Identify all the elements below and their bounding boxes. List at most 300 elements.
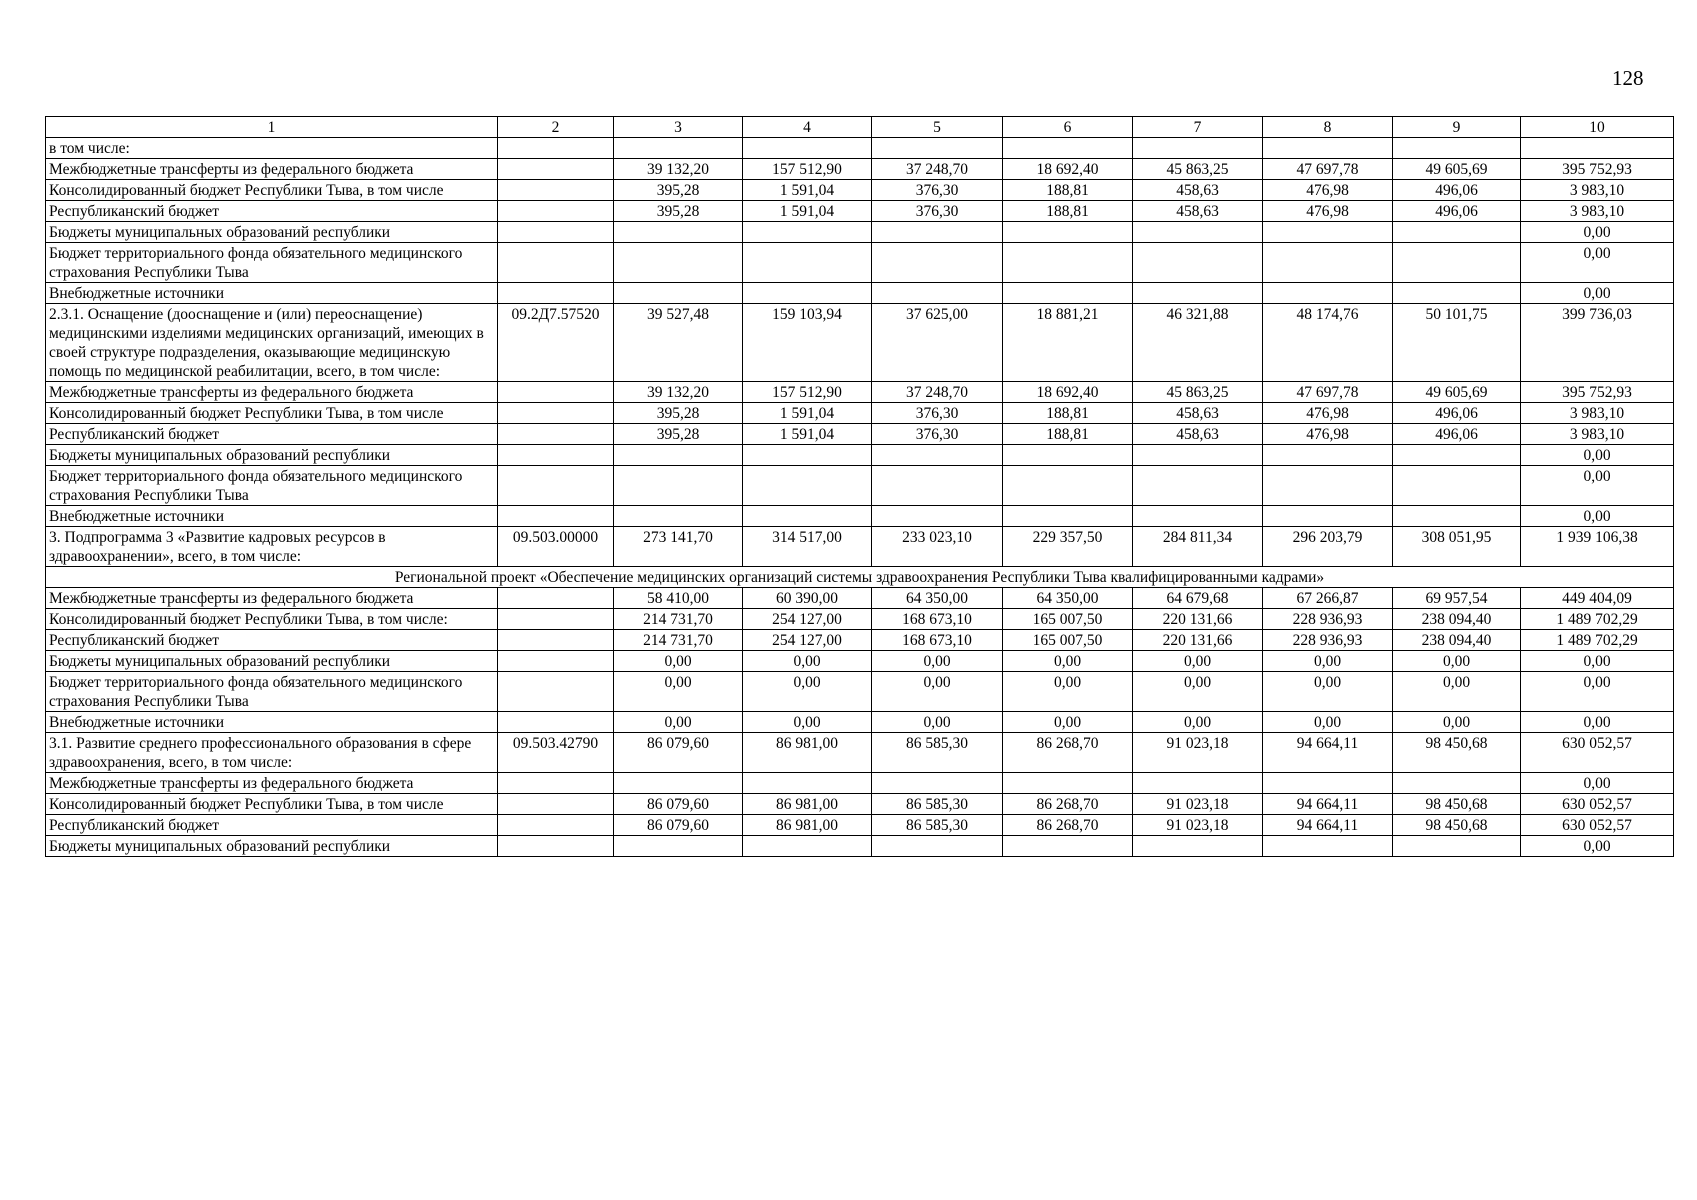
value-cell <box>1393 836 1521 857</box>
value-cell: 86 585,30 <box>872 815 1003 836</box>
row-label: Республиканский бюджет <box>46 424 498 445</box>
value-cell <box>1263 466 1393 506</box>
budget-code <box>498 445 614 466</box>
value-cell: 0,00 <box>1133 712 1263 733</box>
table-row <box>46 527 1674 567</box>
value-cell: 188,81 <box>1003 403 1133 424</box>
value-cell: 157 512,90 <box>743 382 872 403</box>
value-cell <box>1133 138 1263 159</box>
value-cell <box>743 445 872 466</box>
value-cell: 69 957,54 <box>1393 588 1521 609</box>
value-cell <box>1133 773 1263 794</box>
value-cell: 168 673,10 <box>872 630 1003 651</box>
budget-code <box>498 609 614 630</box>
value-cell: 476,98 <box>1263 201 1393 222</box>
value-cell: 395 752,93 <box>1521 382 1674 403</box>
row-label: Бюджеты муниципальных образований республики <box>46 222 498 243</box>
row-label: 2.3.1. Оснащение (дооснащение и (или) переоснащение) медицинскими изделиями медицинских организаций, имеющих в своей структуре подразделения, оказывающие медицинскую помощь по медицинской реабилитации, всего, в том числе: <box>46 304 498 382</box>
header-cell: 1 <box>46 117 498 138</box>
header-cell: 3 <box>614 117 743 138</box>
value-cell: 395 752,93 <box>1521 159 1674 180</box>
budget-code <box>498 159 614 180</box>
value-cell <box>1393 445 1521 466</box>
value-cell: 0,00 <box>1003 651 1133 672</box>
row-label: Внебюджетные источники <box>46 283 498 304</box>
value-cell: 0,00 <box>1263 672 1393 712</box>
value-cell: 228 936,93 <box>1263 609 1393 630</box>
value-cell: 0,00 <box>1521 445 1674 466</box>
table-row <box>46 733 1674 773</box>
value-cell <box>1263 138 1393 159</box>
budget-code <box>498 773 614 794</box>
value-cell: 0,00 <box>1521 283 1674 304</box>
value-cell: 86 981,00 <box>743 815 872 836</box>
budget-code <box>498 588 614 609</box>
value-cell: 0,00 <box>743 672 872 712</box>
value-cell: 376,30 <box>872 201 1003 222</box>
table-row <box>46 794 1674 815</box>
value-cell <box>1003 222 1133 243</box>
row-label: Консолидированный бюджет Республики Тыва, в том числе <box>46 794 498 815</box>
table-row <box>46 773 1674 794</box>
budget-code <box>498 836 614 857</box>
value-cell: 214 731,70 <box>614 630 743 651</box>
table-row <box>46 588 1674 609</box>
value-cell <box>1393 773 1521 794</box>
row-label: Бюджеты муниципальных образований республики <box>46 651 498 672</box>
value-cell <box>614 243 743 283</box>
value-cell: 0,00 <box>872 712 1003 733</box>
value-cell: 476,98 <box>1263 424 1393 445</box>
value-cell: 376,30 <box>872 424 1003 445</box>
budget-code: 09.2Д7.57520 <box>498 304 614 382</box>
table-row <box>46 283 1674 304</box>
table-row <box>46 712 1674 733</box>
value-cell <box>872 466 1003 506</box>
header-cell: 6 <box>1003 117 1133 138</box>
table-row <box>46 180 1674 201</box>
value-cell: 0,00 <box>1521 466 1674 506</box>
value-cell: 376,30 <box>872 180 1003 201</box>
row-label: Республиканский бюджет <box>46 630 498 651</box>
value-cell <box>743 506 872 527</box>
budget-code <box>498 651 614 672</box>
value-cell: 39 527,48 <box>614 304 743 382</box>
value-cell: 3 983,10 <box>1521 403 1674 424</box>
value-cell: 449 404,09 <box>1521 588 1674 609</box>
value-cell: 86 268,70 <box>1003 815 1133 836</box>
value-cell: 1 591,04 <box>743 424 872 445</box>
value-cell: 64 350,00 <box>872 588 1003 609</box>
value-cell <box>1393 243 1521 283</box>
value-cell: 86 079,60 <box>614 794 743 815</box>
value-cell: 94 664,11 <box>1263 733 1393 773</box>
value-cell: 0,00 <box>1521 836 1674 857</box>
value-cell: 1 489 702,29 <box>1521 630 1674 651</box>
value-cell <box>1263 836 1393 857</box>
value-cell <box>1133 506 1263 527</box>
budget-code <box>498 815 614 836</box>
budget-code <box>498 672 614 712</box>
value-cell <box>614 836 743 857</box>
value-cell <box>614 283 743 304</box>
value-cell: 1 591,04 <box>743 201 872 222</box>
value-cell: 630 052,57 <box>1521 794 1674 815</box>
budget-code <box>498 180 614 201</box>
table-row <box>46 138 1674 159</box>
budget-code: 09.503.00000 <box>498 527 614 567</box>
value-cell: 0,00 <box>743 712 872 733</box>
row-label: Межбюджетные трансферты из федерального бюджета <box>46 588 498 609</box>
table-row <box>46 506 1674 527</box>
value-cell: 0,00 <box>743 651 872 672</box>
value-cell: 37 625,00 <box>872 304 1003 382</box>
budget-code <box>498 712 614 733</box>
value-cell: 0,00 <box>1393 712 1521 733</box>
value-cell: 3 983,10 <box>1521 424 1674 445</box>
budget-code <box>498 243 614 283</box>
value-cell <box>1393 506 1521 527</box>
value-cell: 47 697,78 <box>1263 382 1393 403</box>
value-cell <box>1263 283 1393 304</box>
value-cell <box>1393 283 1521 304</box>
header-cell: 10 <box>1521 117 1674 138</box>
value-cell: 168 673,10 <box>872 609 1003 630</box>
row-label: Бюджеты муниципальных образований республики <box>46 836 498 857</box>
value-cell <box>1003 773 1133 794</box>
table-row <box>46 243 1674 283</box>
value-cell: 220 131,66 <box>1133 609 1263 630</box>
row-label: Бюджет территориального фонда обязательного медицинского страхования Республики Тыва <box>46 243 498 283</box>
value-cell <box>614 445 743 466</box>
budget-code <box>498 794 614 815</box>
row-label: Бюджеты муниципальных образований республики <box>46 445 498 466</box>
value-cell: 86 981,00 <box>743 794 872 815</box>
value-cell: 86 268,70 <box>1003 733 1133 773</box>
value-cell <box>872 773 1003 794</box>
value-cell <box>743 466 872 506</box>
value-cell: 47 697,78 <box>1263 159 1393 180</box>
value-cell: 254 127,00 <box>743 609 872 630</box>
row-label: 3.1. Развитие среднего профессионального образования в сфере здравоохранения, всего, в том числе: <box>46 733 498 773</box>
section-row <box>46 567 1674 588</box>
value-cell: 399 736,03 <box>1521 304 1674 382</box>
value-cell: 165 007,50 <box>1003 630 1133 651</box>
value-cell: 46 321,88 <box>1133 304 1263 382</box>
value-cell <box>1003 243 1133 283</box>
row-label: Республиканский бюджет <box>46 815 498 836</box>
value-cell: 458,63 <box>1133 403 1263 424</box>
value-cell: 58 410,00 <box>614 588 743 609</box>
budget-code <box>498 466 614 506</box>
value-cell <box>743 836 872 857</box>
budget-code <box>498 138 614 159</box>
row-label: 3. Подпрограмма 3 «Развитие кадровых ресурсов в здравоохранении», всего, в том числе: <box>46 527 498 567</box>
row-label: Внебюджетные источники <box>46 506 498 527</box>
table-row <box>46 672 1674 712</box>
value-cell: 0,00 <box>1521 651 1674 672</box>
value-cell: 94 664,11 <box>1263 815 1393 836</box>
table-row <box>46 403 1674 424</box>
value-cell <box>614 222 743 243</box>
value-cell: 296 203,79 <box>1263 527 1393 567</box>
budget-code <box>498 424 614 445</box>
value-cell <box>1133 222 1263 243</box>
value-cell: 0,00 <box>1393 651 1521 672</box>
header-cell: 7 <box>1133 117 1263 138</box>
value-cell: 233 023,10 <box>872 527 1003 567</box>
header-row <box>46 117 1674 138</box>
value-cell: 98 450,68 <box>1393 794 1521 815</box>
value-cell: 0,00 <box>1133 672 1263 712</box>
value-cell <box>1003 283 1133 304</box>
value-cell: 0,00 <box>614 672 743 712</box>
value-cell <box>1521 138 1674 159</box>
budget-code <box>498 382 614 403</box>
row-label: Внебюджетные источники <box>46 712 498 733</box>
value-cell <box>614 466 743 506</box>
value-cell <box>1133 445 1263 466</box>
value-cell <box>1263 222 1393 243</box>
header-cell: 9 <box>1393 117 1521 138</box>
value-cell: 376,30 <box>872 403 1003 424</box>
value-cell: 238 094,40 <box>1393 609 1521 630</box>
table-header <box>46 117 1674 138</box>
value-cell: 49 605,69 <box>1393 159 1521 180</box>
value-cell: 3 983,10 <box>1521 180 1674 201</box>
value-cell <box>1003 138 1133 159</box>
value-cell: 86 585,30 <box>872 794 1003 815</box>
value-cell: 64 350,00 <box>1003 588 1133 609</box>
value-cell <box>1393 466 1521 506</box>
budget-code: 09.503.42790 <box>498 733 614 773</box>
value-cell: 0,00 <box>1521 672 1674 712</box>
value-cell: 94 664,11 <box>1263 794 1393 815</box>
value-cell: 630 052,57 <box>1521 815 1674 836</box>
budget-code <box>498 403 614 424</box>
table-row <box>46 201 1674 222</box>
value-cell: 228 936,93 <box>1263 630 1393 651</box>
row-label: Межбюджетные трансферты из федерального бюджета <box>46 773 498 794</box>
value-cell: 86 079,60 <box>614 815 743 836</box>
row-label: Межбюджетные трансферты из федерального бюджета <box>46 159 498 180</box>
value-cell: 0,00 <box>1263 651 1393 672</box>
value-cell: 0,00 <box>1133 651 1263 672</box>
value-cell: 229 357,50 <box>1003 527 1133 567</box>
budget-code <box>498 630 614 651</box>
table-row <box>46 304 1674 382</box>
value-cell: 0,00 <box>1521 243 1674 283</box>
value-cell: 220 131,66 <box>1133 630 1263 651</box>
table-body <box>46 138 1674 857</box>
value-cell: 314 517,00 <box>743 527 872 567</box>
header-cell: 5 <box>872 117 1003 138</box>
value-cell: 37 248,70 <box>872 382 1003 403</box>
value-cell: 0,00 <box>1521 506 1674 527</box>
section-title: Региональной проект «Обеспечение медицинских организаций системы здравоохранения Республики Тыва квалифицированными кадрами» <box>46 567 1674 588</box>
row-label: Республиканский бюджет <box>46 201 498 222</box>
value-cell: 18 692,40 <box>1003 159 1133 180</box>
value-cell: 86 268,70 <box>1003 794 1133 815</box>
table-row <box>46 424 1674 445</box>
value-cell: 86 585,30 <box>872 733 1003 773</box>
value-cell: 0,00 <box>614 651 743 672</box>
value-cell: 395,28 <box>614 180 743 201</box>
header-cell: 2 <box>498 117 614 138</box>
value-cell: 1 591,04 <box>743 403 872 424</box>
row-label: Межбюджетные трансферты из федерального бюджета <box>46 382 498 403</box>
value-cell: 630 052,57 <box>1521 733 1674 773</box>
row-label: Бюджет территориального фонда обязательного медицинского страхования Республики Тыва <box>46 672 498 712</box>
budget-code <box>498 283 614 304</box>
value-cell: 0,00 <box>1263 712 1393 733</box>
value-cell: 159 103,94 <box>743 304 872 382</box>
value-cell <box>1393 138 1521 159</box>
value-cell <box>1003 445 1133 466</box>
value-cell: 91 023,18 <box>1133 815 1263 836</box>
value-cell: 0,00 <box>1521 712 1674 733</box>
value-cell <box>872 243 1003 283</box>
table-row <box>46 630 1674 651</box>
value-cell: 1 489 702,29 <box>1521 609 1674 630</box>
value-cell <box>743 283 872 304</box>
value-cell: 0,00 <box>872 672 1003 712</box>
value-cell: 254 127,00 <box>743 630 872 651</box>
budget-code <box>498 222 614 243</box>
value-cell: 45 863,25 <box>1133 159 1263 180</box>
table-row <box>46 651 1674 672</box>
value-cell: 0,00 <box>614 712 743 733</box>
value-cell: 0,00 <box>1521 222 1674 243</box>
table-row <box>46 382 1674 403</box>
header-cell: 4 <box>743 117 872 138</box>
value-cell: 284 811,34 <box>1133 527 1263 567</box>
value-cell: 496,06 <box>1393 403 1521 424</box>
value-cell: 1 939 106,38 <box>1521 527 1674 567</box>
value-cell <box>743 222 872 243</box>
value-cell: 273 141,70 <box>614 527 743 567</box>
value-cell: 98 450,68 <box>1393 733 1521 773</box>
table-row <box>46 466 1674 506</box>
value-cell: 91 023,18 <box>1133 794 1263 815</box>
value-cell: 395,28 <box>614 424 743 445</box>
value-cell <box>743 138 872 159</box>
table-row <box>46 445 1674 466</box>
table-row <box>46 815 1674 836</box>
value-cell <box>1393 222 1521 243</box>
value-cell: 18 881,21 <box>1003 304 1133 382</box>
row-label: Бюджет территориального фонда обязательного медицинского страхования Республики Тыва <box>46 466 498 506</box>
value-cell <box>1263 506 1393 527</box>
value-cell: 214 731,70 <box>614 609 743 630</box>
value-cell: 395,28 <box>614 201 743 222</box>
row-label: Консолидированный бюджет Республики Тыва, в том числе <box>46 180 498 201</box>
value-cell <box>872 445 1003 466</box>
value-cell: 395,28 <box>614 403 743 424</box>
value-cell: 3 983,10 <box>1521 201 1674 222</box>
value-cell <box>872 836 1003 857</box>
value-cell: 1 591,04 <box>743 180 872 201</box>
page-number: 128 <box>1612 66 1644 90</box>
row-label: в том числе: <box>46 138 498 159</box>
value-cell: 39 132,20 <box>614 382 743 403</box>
value-cell <box>872 283 1003 304</box>
value-cell <box>614 773 743 794</box>
value-cell: 91 023,18 <box>1133 733 1263 773</box>
value-cell <box>1133 243 1263 283</box>
value-cell <box>1133 836 1263 857</box>
value-cell: 45 863,25 <box>1133 382 1263 403</box>
value-cell: 476,98 <box>1263 180 1393 201</box>
value-cell: 188,81 <box>1003 201 1133 222</box>
budget-table <box>45 116 1674 857</box>
table-row <box>46 222 1674 243</box>
value-cell <box>1003 506 1133 527</box>
budget-code <box>498 506 614 527</box>
value-cell: 165 007,50 <box>1003 609 1133 630</box>
value-cell: 308 051,95 <box>1393 527 1521 567</box>
value-cell <box>1133 466 1263 506</box>
value-cell <box>1263 243 1393 283</box>
value-cell: 39 132,20 <box>614 159 743 180</box>
budget-code <box>498 201 614 222</box>
value-cell: 157 512,90 <box>743 159 872 180</box>
value-cell <box>1263 445 1393 466</box>
value-cell: 0,00 <box>872 651 1003 672</box>
value-cell: 50 101,75 <box>1393 304 1521 382</box>
value-cell: 0,00 <box>1393 672 1521 712</box>
value-cell: 458,63 <box>1133 201 1263 222</box>
value-cell <box>1003 836 1133 857</box>
value-cell: 64 679,68 <box>1133 588 1263 609</box>
value-cell: 496,06 <box>1393 424 1521 445</box>
value-cell <box>614 138 743 159</box>
value-cell <box>872 138 1003 159</box>
value-cell: 188,81 <box>1003 180 1133 201</box>
value-cell <box>872 222 1003 243</box>
value-cell: 18 692,40 <box>1003 382 1133 403</box>
value-cell <box>1263 773 1393 794</box>
table-row <box>46 836 1674 857</box>
value-cell: 496,06 <box>1393 180 1521 201</box>
value-cell: 60 390,00 <box>743 588 872 609</box>
header-cell: 8 <box>1263 117 1393 138</box>
value-cell: 48 174,76 <box>1263 304 1393 382</box>
value-cell: 86 981,00 <box>743 733 872 773</box>
value-cell <box>1003 466 1133 506</box>
value-cell: 476,98 <box>1263 403 1393 424</box>
value-cell: 238 094,40 <box>1393 630 1521 651</box>
value-cell: 0,00 <box>1003 672 1133 712</box>
value-cell: 98 450,68 <box>1393 815 1521 836</box>
value-cell: 37 248,70 <box>872 159 1003 180</box>
row-label: Консолидированный бюджет Республики Тыва, в том числе: <box>46 609 498 630</box>
value-cell <box>1133 283 1263 304</box>
table-row <box>46 609 1674 630</box>
value-cell <box>872 506 1003 527</box>
row-label: Консолидированный бюджет Республики Тыва, в том числе <box>46 403 498 424</box>
value-cell: 67 266,87 <box>1263 588 1393 609</box>
value-cell: 49 605,69 <box>1393 382 1521 403</box>
value-cell: 0,00 <box>1521 773 1674 794</box>
value-cell <box>614 506 743 527</box>
value-cell <box>743 773 872 794</box>
value-cell <box>743 243 872 283</box>
value-cell: 188,81 <box>1003 424 1133 445</box>
table-row <box>46 159 1674 180</box>
value-cell: 496,06 <box>1393 201 1521 222</box>
value-cell: 0,00 <box>1003 712 1133 733</box>
